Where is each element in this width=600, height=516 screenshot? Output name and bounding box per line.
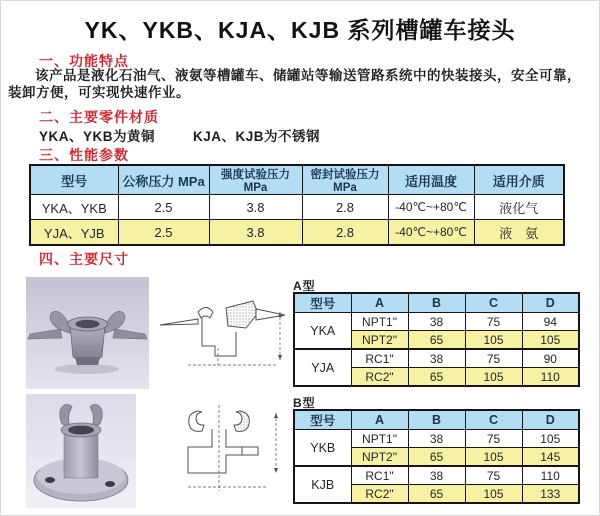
section-heading-features: 一、功能特点	[39, 53, 129, 69]
cell-d: 105	[522, 430, 579, 448]
dim-b-row	[294, 430, 579, 448]
cell-c: 75	[465, 466, 522, 485]
cell-thread: NPT1"	[351, 313, 408, 331]
product-photo-a-type	[26, 277, 149, 389]
cell-d: 90	[522, 349, 579, 368]
col-header-temperature: 适用温度	[388, 165, 474, 195]
dim-b-row	[294, 466, 579, 485]
cell-model: YKA、YKB	[30, 195, 118, 220]
cell-d: 133	[522, 485, 579, 504]
cell-strength: 3.8	[209, 195, 302, 220]
col-header-b: B	[408, 410, 465, 430]
cell-d: 145	[522, 448, 579, 467]
cell-thread: NPT2"	[351, 448, 408, 467]
cell-c: 75	[465, 313, 522, 331]
technical-drawing-b-type	[168, 403, 284, 495]
cell-nominal: 2.5	[118, 195, 209, 220]
features-paragraph: 该产品是液化石油气、液氨等槽罐车、储罐站等输送管路系统中的快装接头，安全可靠，装卸方便，可实现快速作业。	[8, 68, 581, 100]
cell-seal: 2.8	[302, 195, 388, 220]
col-header-b: B	[408, 293, 465, 313]
cell-thread: NPT2"	[351, 331, 408, 350]
cell-temperature: -40℃~+80℃	[388, 195, 474, 220]
dimension-table-b-type	[293, 409, 580, 504]
dim-b-header-row	[294, 410, 579, 430]
b-type-section-drawing	[168, 403, 284, 495]
cell-model: YJA、YJB	[30, 220, 118, 246]
col-header-medium: 适用介质	[474, 165, 564, 195]
cell-medium: 液 氨	[474, 220, 564, 246]
cell-b: 38	[408, 466, 465, 485]
section-heading-materials: 二、主要零件材质	[39, 109, 159, 125]
cell-model-ykb: YKB	[294, 430, 351, 467]
col-header-d: D	[522, 293, 579, 313]
cell-b: 65	[408, 331, 465, 350]
cell-c: 105	[465, 368, 522, 387]
col-header-a: A	[351, 410, 408, 430]
col-header-d: D	[522, 410, 579, 430]
cell-b: 65	[408, 448, 465, 467]
performance-table	[29, 164, 565, 246]
cell-b: 38	[408, 313, 465, 331]
cell-c: 75	[465, 430, 522, 448]
col-header-model: 型号	[294, 410, 351, 430]
table-label-b-type: B型	[293, 396, 316, 410]
performance-row-yka-ykb	[30, 195, 564, 220]
material-item-brass: YKA、YKB为黄铜	[39, 129, 156, 144]
section-heading-dimensions: 四、主要尺寸	[39, 251, 129, 267]
cell-model-yja: YJA	[294, 349, 351, 386]
col-header-a: A	[351, 293, 408, 313]
cell-medium: 液化气	[474, 195, 564, 220]
materials-line	[39, 125, 320, 145]
cell-b: 65	[408, 485, 465, 504]
performance-header-row	[30, 165, 564, 195]
cell-d: 110	[522, 368, 579, 387]
col-header-c: C	[465, 410, 522, 430]
performance-row-yja-yjb	[30, 220, 564, 246]
cell-c: 105	[465, 485, 522, 504]
cell-b: 65	[408, 368, 465, 387]
cell-d: 110	[522, 466, 579, 485]
cell-d: 94	[522, 313, 579, 331]
b-type-coupling-photo	[26, 394, 136, 508]
cell-c: 105	[465, 448, 522, 467]
col-header-seal-test: 密封试验压力MPa	[302, 165, 388, 195]
cell-c: 75	[465, 349, 522, 368]
cell-model-kjb: KJB	[294, 466, 351, 503]
material-item-stainless: KJA、KJB为不锈钢	[193, 129, 321, 144]
cell-thread: RC2"	[351, 485, 408, 504]
cell-thread: RC2"	[351, 368, 408, 387]
technical-drawing-a-type	[158, 294, 289, 372]
cell-thread: NPT1"	[351, 430, 408, 448]
cell-c: 105	[465, 331, 522, 350]
col-header-model: 型号	[30, 165, 118, 195]
a-type-section-drawing	[158, 294, 289, 372]
cell-model-yka: YKA	[294, 313, 351, 350]
cell-thread: RC1"	[351, 349, 408, 368]
dim-a-row	[294, 349, 579, 368]
col-header-model: 型号	[294, 293, 351, 313]
cell-strength: 3.8	[209, 220, 302, 246]
col-header-nominal-pressure: 公称压力 MPa	[118, 165, 209, 195]
cell-thread: RC1"	[351, 466, 408, 485]
cell-seal: 2.8	[302, 220, 388, 246]
page-title: YK、YKB、KJA、KJB 系列槽罐车接头	[84, 17, 516, 43]
dimension-table-a-type	[293, 292, 580, 387]
col-header-strength-test: 强度试验压力MPa	[209, 165, 302, 195]
cell-b: 38	[408, 430, 465, 448]
dim-a-row	[294, 313, 579, 331]
cell-b: 38	[408, 349, 465, 368]
cell-temperature: -40℃~+80℃	[388, 220, 474, 246]
col-header-c: C	[465, 293, 522, 313]
product-photo-b-type	[26, 394, 136, 508]
section-heading-performance: 三、性能参数	[39, 147, 129, 163]
cell-d: 105	[522, 331, 579, 350]
cell-nominal: 2.5	[118, 220, 209, 246]
table-label-a-type: A型	[293, 279, 316, 293]
dim-a-header-row	[294, 293, 579, 313]
a-type-coupling-photo	[26, 277, 149, 389]
